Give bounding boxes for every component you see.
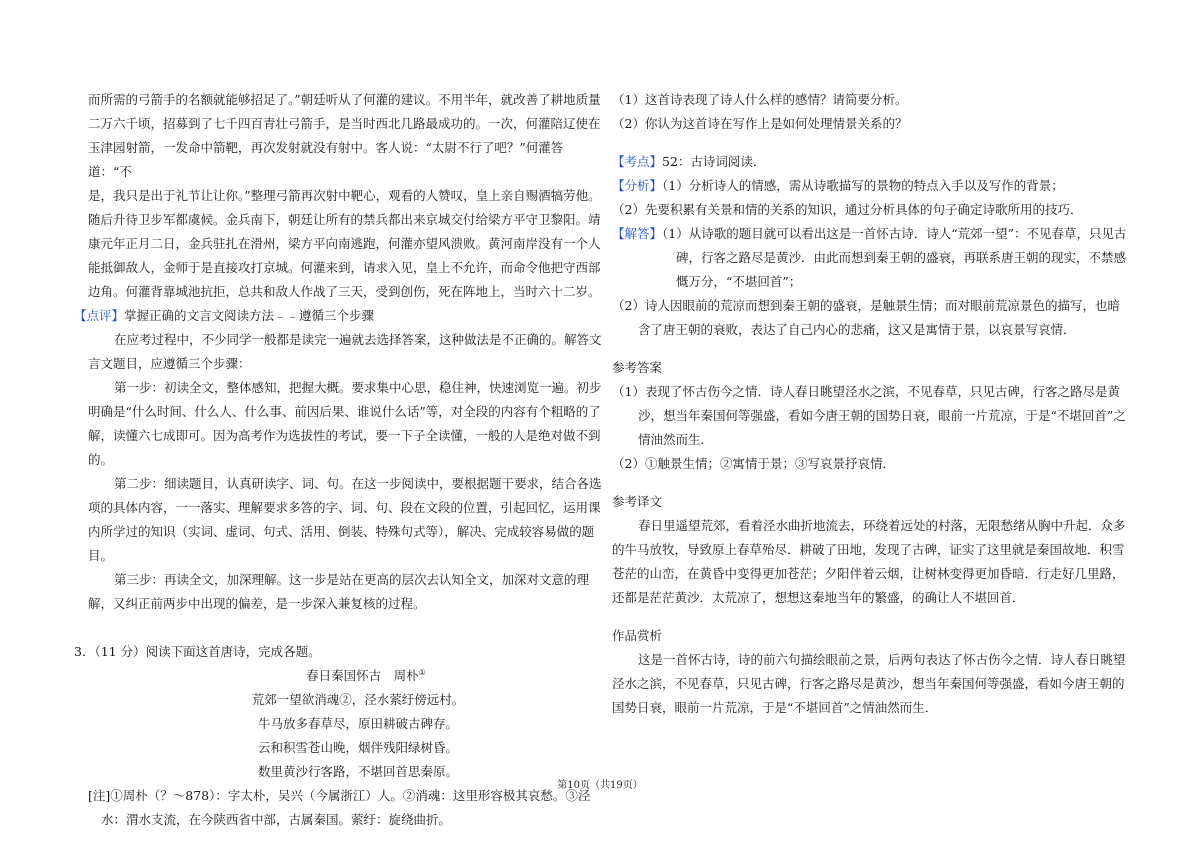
translation-title: 参考译文 <box>612 494 663 509</box>
question-2: （2）你认为这首诗在写作上是如何处理情景关系的？ <box>612 116 908 131</box>
question-3-header: 3．（11 分）阅读下面这首唐诗，完成各题。 <box>74 644 321 659</box>
jieda-line: 【解答】（1）从诗歌的题目就可以看出这是一首怀古诗．诗人“荒郊一望”：不见春草，只见古碑，行客之路尽是黄沙．由此而想到秦王朝的盛衰，再联系唐王朝的现实，不禁感慨万分，“不堪回首”； <box>612 226 1127 289</box>
right-column <box>612 88 1128 720</box>
poem-title: 春日秦国怀古 周朴① <box>306 667 426 683</box>
poem-line: 数里黄沙行客路，不堪回首思秦原。 <box>257 764 458 779</box>
text-line: 玉津园射箭，一发命中箭靶，再次发射就没有射中。客人说：“太尉不行了吧？”何灌答道：“不 <box>88 140 564 179</box>
left-column <box>74 88 604 832</box>
kaodian-tag: 【考点】 <box>612 154 663 169</box>
translation-text: 春日里遥望荒郊，看着泾水曲折地流去，环绕着远处的村落，无限愁绪从胸中升起．众多的牛马放牧，导致原上春草殆尽．耕破了田地，发现了古碑，证实了这里就是秦国故地．积雪苍茫的山峦，在黄昏中变得更加苍茫；夕阳伴着云烟，让树林变得更加昏暗．行走好几里路，还都是茫茫黄沙．太荒凉了，想想这秦地当年的繁盛，的确让人不堪回首． <box>612 518 1126 605</box>
text-line: 是，我只是出于礼节让让你。”整理弓箭再次射中靶心，观看的人赞叹，皇上亲自赐酒犒劳他。 <box>88 188 601 203</box>
step-3: 第三步：再读全文，加深理解。这一步是站在更高的层次去认知全文，加深对文意的理解，又纠正前两步中出现的偏差，是一步深入兼复核的过程。 <box>88 572 590 611</box>
text-line: 康元年正月二日，金兵驻扎在滑州，梁方平向南逃跑，何灌亦望风溃败。黄河南岸没有一个人 <box>88 236 601 251</box>
appreciation-title: 作品赏析 <box>612 628 663 643</box>
answer-2: （2）①触景生情；②寓情于景；③写哀景抒哀情． <box>612 456 895 471</box>
poem-line: 荒郊一望欲消魂②，泾水萦纡傍远村。 <box>251 692 465 707</box>
step-2: 第二步：细读题目，认真研读字、词、句。在这一步阅读中，要根据题干要求，结合各选项的具体内容，一一落实、理解要求多答的字、词、句、段在文段的位置，引起回忆，运用课内所学过的知识（实词、虚词、句式、活用、倒装、特殊句式等），解决、完成较容易做的题目。 <box>88 476 602 563</box>
text-line: 二万六千顷，招募到了七千四百青壮弓箭手，是当时西北几路最成功的。一次，何灌陪辽使在 <box>88 116 601 131</box>
kaodian-line: 【考点】52：古诗词阅读． <box>612 154 766 169</box>
comment-line <box>74 304 604 328</box>
question-1: （1）这首诗表现了诗人什么样的感情？请简要分析。 <box>612 92 908 107</box>
answer-1: （1）表现了怀古伤今之情．诗人春日眺望泾水之滨，不见春草，只见古碑，行客之路尽是黄沙，想当年秦国何等强盛，看如今唐王朝的国势日衰，眼前一片荒凉，于是“不堪回首”之情油然而生． <box>612 384 1126 447</box>
comment-text: 掌握正确的文言文阅读方法﹣﹣遵循三个步骤 <box>124 308 375 323</box>
fenxi-tag: 【分析】 <box>612 178 663 193</box>
text-line: 能抵御敌人，金师于是直接攻打京城。何灌来到，请求入见，皇上不允许，而命令他把守西部 <box>88 260 601 275</box>
poem-line: 云和积雪苍山晚，烟伴残阳绿树昏。 <box>257 740 458 755</box>
page-footer: 第10页（共19页） <box>557 780 643 791</box>
jieda-tag: 【解答】 <box>612 226 663 241</box>
fenxi-line: 【分析】（1）分析诗人的情感，需从诗歌描写的景物的特点入手以及写作的背景； <box>612 178 1064 193</box>
poem-note: [注]①周朴（？～878）：字太朴，吴兴（今属浙江）人。②消魂：这里形容极其哀愁。③泾水：渭水支流，在今陕西省中部，古属秦国。萦纡：旋绕曲折。 <box>88 788 591 827</box>
answer-title: 参考答案 <box>612 360 663 375</box>
appreciation-text: 这是一首怀古诗，诗的前六句描绘眼前之景，后两句表达了怀古伤今之情．诗人春日眺望泾水之滨，不见春草，只见古碑，行客之路尽是黄沙，想当年秦国何等强盛，看如今唐王朝的国势日衰，眼前一片荒凉，于是“不堪回首”之情油然而生． <box>612 652 1126 715</box>
step-1: 第一步：初读全文，整体感知，把握大概。要求集中心思，稳住神，快速浏览一遍。初步明确是“什么时间、什么人、什么事、前因后果、谁说什么话”等，对全段的内容有个粗略的了解，读懂六七成即可。因为高考作为选拔性的考试，要一下子全读懂，一般的人是绝对做不到的。 <box>88 380 602 467</box>
comment-tag: 【点评】 <box>74 308 125 323</box>
text-line: 而所需的弓箭手的名额就能够招足了。”朝廷听从了何灌的建议。不用半年，就改善了耕地质量 <box>88 92 601 107</box>
text-line: 随后升待卫步军都虞候。金兵南下，朝廷让所有的禁兵都出来京城交付给梁方平守卫黎阳。靖 <box>88 212 601 227</box>
jieda-line-2: （2）诗人因眼前的荒凉而想到秦王朝的盛衰，是触景生情；而对眼前荒凉景色的描写，也暗含了唐王朝的衰败，表达了自己内心的悲痛，这又是寓情于景，以哀景写哀情． <box>612 298 1120 337</box>
text-line: 边角。何灌背靠城池抗拒，总共和敌人作战了三天，受到创伤，死在阵地上，当时六十二岁。 <box>88 284 601 299</box>
footnote-mark: ① <box>418 667 426 677</box>
method-intro: 在应考过程中，不少同学一般都是读完一遍就去选择答案，这种做法是不正确的。解答文言文题目，应遵循三个步骤： <box>88 332 602 371</box>
passage-translation <box>88 88 604 304</box>
poem-line: 牛马放多春草尽，原田耕破古碑存。 <box>257 716 458 731</box>
fenxi-line-2: （2）先要积累有关景和情的关系的知识，通过分析具体的句子确定诗歌所用的技巧． <box>612 202 1083 217</box>
